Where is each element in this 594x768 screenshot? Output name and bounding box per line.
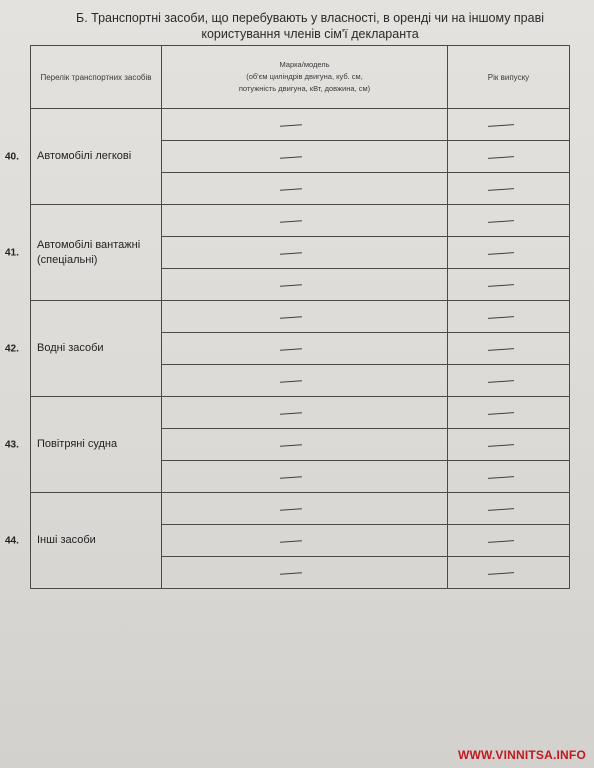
empty-dash-mark [280, 284, 302, 287]
empty-dash-mark [488, 476, 514, 479]
year-cell [448, 397, 570, 429]
empty-dash-mark [280, 380, 302, 383]
category-label: Автомобілі легкові [37, 150, 132, 162]
table-row [31, 109, 570, 141]
year-cell [448, 205, 570, 237]
section-title-line-2: користування членів сім'ї декларанта [201, 27, 419, 41]
empty-dash-mark [488, 252, 514, 255]
header-brand-line-1: Марка/модель [279, 60, 330, 69]
year-cell [448, 109, 570, 141]
header-brand-model [162, 46, 448, 109]
empty-dash-mark [280, 220, 302, 223]
year-cell [448, 301, 570, 333]
empty-dash-mark [488, 444, 514, 447]
empty-dash-mark [488, 188, 514, 191]
header-category: Перелік транспортних засобів [31, 46, 162, 109]
header-year: Рік випуску [448, 46, 570, 109]
brand-model-cell [162, 525, 448, 557]
category-cell [5, 109, 162, 205]
brand-model-cell [162, 301, 448, 333]
empty-dash-mark [280, 412, 302, 415]
empty-dash-mark [488, 540, 514, 543]
header-brand-line-2: (об'єм циліндрів двигуна, куб. см, [246, 72, 363, 81]
year-cell [448, 525, 570, 557]
empty-dash-mark [280, 252, 302, 255]
empty-dash-mark [488, 572, 514, 575]
table-row [31, 205, 570, 237]
empty-dash-mark [488, 124, 514, 127]
brand-model-cell [162, 269, 448, 301]
empty-dash-mark [280, 572, 302, 575]
category-cell [5, 205, 162, 301]
category-number: 40. [5, 151, 19, 162]
brand-model-cell [162, 173, 448, 205]
brand-model-cell [162, 205, 448, 237]
table-row [31, 493, 570, 525]
brand-model-cell [162, 397, 448, 429]
empty-dash-mark [280, 444, 302, 447]
empty-dash-mark [280, 156, 302, 159]
table-body [5, 109, 570, 589]
brand-model-cell [162, 493, 448, 525]
year-cell [448, 333, 570, 365]
year-cell [448, 461, 570, 493]
vehicles-table [5, 45, 570, 589]
year-cell [448, 493, 570, 525]
empty-dash-mark [488, 156, 514, 159]
empty-dash-mark [280, 476, 302, 479]
brand-model-cell [162, 557, 448, 589]
category-label: Водні засоби [37, 342, 104, 354]
category-number: 42. [5, 343, 19, 354]
year-cell [448, 173, 570, 205]
brand-model-cell [162, 429, 448, 461]
category-cell [5, 301, 162, 397]
site-watermark: WWW.VINNITSA.INFO [457, 748, 586, 762]
year-cell [448, 141, 570, 173]
section-title [40, 10, 580, 42]
brand-model-cell [162, 461, 448, 493]
year-cell [448, 269, 570, 301]
brand-model-cell [162, 141, 448, 173]
category-number: 41. [5, 247, 19, 258]
section-title-line-1: Б. Транспортні засоби, що перебувають у власності, в оренді чи на іншому праві [75, 11, 545, 25]
empty-dash-mark [488, 412, 514, 415]
table-header-row [31, 46, 570, 109]
year-cell [448, 429, 570, 461]
empty-dash-mark [488, 220, 514, 223]
empty-dash-mark [280, 124, 302, 127]
year-cell [448, 557, 570, 589]
empty-dash-mark [488, 508, 514, 511]
empty-dash-mark [488, 380, 514, 383]
category-label: Автомобілі вантажні (спеціальні) [37, 238, 141, 266]
brand-model-cell [162, 109, 448, 141]
category-cell [5, 397, 162, 493]
empty-dash-mark [280, 348, 302, 351]
empty-dash-mark [488, 348, 514, 351]
header-brand-line-3: потужність двигуна, кВт, довжина, см) [238, 84, 371, 93]
table-row [31, 397, 570, 429]
category-number: 43. [5, 439, 19, 450]
empty-dash-mark [488, 316, 514, 319]
category-label: Інші засоби [37, 534, 96, 546]
empty-dash-mark [280, 188, 302, 191]
category-number: 44. [5, 535, 19, 546]
table-row [31, 301, 570, 333]
year-cell [448, 237, 570, 269]
empty-dash-mark [280, 508, 302, 511]
category-cell [5, 493, 162, 589]
brand-model-cell [162, 237, 448, 269]
empty-dash-mark [488, 284, 514, 287]
empty-dash-mark [280, 540, 302, 543]
empty-dash-mark [280, 316, 302, 319]
category-label: Повітряні судна [37, 438, 118, 450]
brand-model-cell [162, 333, 448, 365]
year-cell [448, 365, 570, 397]
brand-model-cell [162, 365, 448, 397]
